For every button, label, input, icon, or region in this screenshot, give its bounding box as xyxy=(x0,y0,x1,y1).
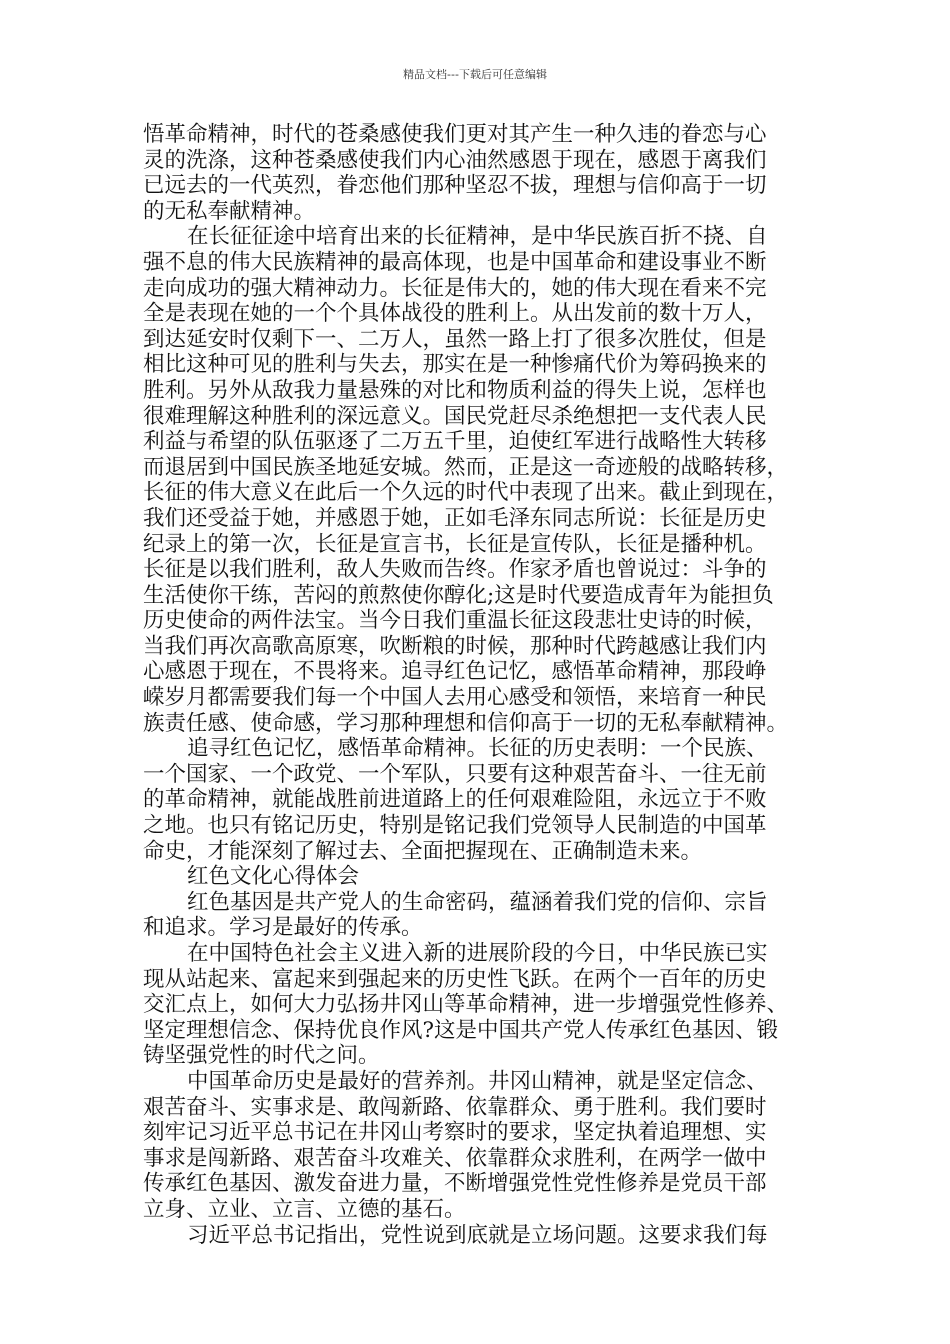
text-line: 利益与希望的队伍驱逐了二万五千里，迫使红军进行战略性大转移 xyxy=(143,429,767,455)
text-line: 传承红色基因、激发奋进力量，不断增强党性党性修养是党员干部 xyxy=(143,1171,767,1197)
text-line: 艰苦奋斗、实事求是、敢闯新路、依靠群众、勇于胜利。我们要时 xyxy=(143,1094,767,1120)
paragraph-start-line: 在中国特色社会主义进入新的进展阶段的今日，中华民族已实 xyxy=(187,941,768,966)
text-line: 很难理解这种胜利的深远意义。国民党赶尽杀绝想把一支代表人民 xyxy=(143,403,767,429)
text-line: 的无私奉献精神。 xyxy=(143,198,316,224)
text-line: 坚定理想信念、保持优良作风?这是中国共产党人传承红色基因、锻 xyxy=(143,1017,779,1043)
text-line: 历史使命的两件法宝。当今日我们重温长征这段悲壮史诗的时候， xyxy=(143,608,767,634)
text-line: 胜利。另外从敌我力量悬殊的对比和物质利益的得失上说，怎样也 xyxy=(143,377,767,403)
paragraph-start-line: 红色基因是共产党人的生命密码，蕴涵着我们党的信仰、宗旨 xyxy=(187,889,768,915)
text-line: 一个国家、一个政党、一个军队，只要有这种艰苦奋斗、一往无前 xyxy=(143,761,767,787)
text-line: 交汇点上，如何大力弘扬井冈山等革命精神，进一步增强党性修养、 xyxy=(143,992,789,1018)
text-line: 强不息的伟大民族精神的最高体现，也是中国革命和建设事业不断 xyxy=(143,249,767,275)
text-line: 而退居到中国民族圣地延安城。然而，正是这一奇迹般的战略转移， xyxy=(143,454,789,480)
text-line: 事求是闯新路、艰苦奋斗攻难关、依靠群众求胜利，在两学一做中 xyxy=(143,1145,767,1171)
paragraph-start-line: 在长征征途中培育出来的长征精神，是中华民族百折不挠、自 xyxy=(187,224,768,250)
text-line: 长征的伟大意义在此后一个久远的时代中表现了出来。截止到现在， xyxy=(143,480,789,506)
text-line: 到达延安时仅剩下一、二万人，虽然一路上打了很多次胜仗，但是 xyxy=(143,326,767,352)
text-line: 悟革命精神，时代的苍桑感使我们更对其产生一种久违的眷恋与心 xyxy=(143,122,767,147)
text-line: 已远去的一代英烈，眷恋他们那种坚忍不拔，理想与信仰高于一切 xyxy=(143,173,767,199)
text-line: 族责任感、使命感，学习那种理想和信仰高于一切的无私奉献精神。 xyxy=(143,710,789,736)
text-line: 的革命精神，就能战胜前进道路上的任何艰难险阻，永远立于不败 xyxy=(143,787,767,813)
text-line: 和追求。学习是最好的传承。 xyxy=(143,915,423,941)
text-line: 灵的洗涤，这种苍桑感使我们内心油然感恩于现在，感恩于离我们 xyxy=(143,147,767,173)
text-line: 我们还受益于她，并感恩于她，正如毛泽东同志所说：长征是历史 xyxy=(143,505,767,531)
text-line: 现从站起来、富起来到强起来的历史性飞跃。在两个一百年的历史 xyxy=(143,966,767,992)
document-body xyxy=(143,122,811,1248)
text-line: 命史，才能深刻了解过去、全面把握现在、正确制造未来。 xyxy=(143,838,703,864)
text-line: 立身、立业、立言、立德的基石。 xyxy=(143,1196,466,1222)
text-line: 嵘岁月都需要我们每一个中国人去用心感受和领悟，来培育一种民 xyxy=(143,685,767,711)
text-line: 走向成功的强大精神动力。长征是伟大的，她的伟大现在看来不完 xyxy=(143,275,767,301)
paragraph-start-line: 追寻红色记忆，感悟革命精神。长征的历史表明：一个民族、 xyxy=(187,736,768,762)
page-header: 精品文档---下载后可任意编辑 xyxy=(403,68,547,81)
text-line: 当我们再次高歌高原寒，吹断粮的时候，那种时代跨越感让我们内 xyxy=(143,633,767,659)
text-line: 全是表现在她的一个个具体战役的胜利上。从出发前的数十万人， xyxy=(143,301,767,327)
text-line: 刻牢记习近平总书记在井冈山考察时的要求，坚定执着追理想、实 xyxy=(143,1120,767,1146)
text-line: 铸坚强党性的时代之问。 xyxy=(143,1043,380,1069)
text-line: 生活使你干练，苦闷的煎熬使你醇化;这是时代要造成青年为能担负 xyxy=(143,582,774,608)
paragraph-start-line: 习近平总书记指出，党性说到底就是立场问题。这要求我们每 xyxy=(187,1222,768,1248)
text-line: 心感恩于现在，不畏将来。追寻红色记忆，感悟革命精神，那段峥 xyxy=(143,659,767,685)
text-line: 长征是以我们胜利，敌人失败而告终。作家矛盾也曾说过：斗争的 xyxy=(143,557,767,583)
text-line: 之地。也只有铭记历史，特别是铭记我们党领导人民制造的中国革 xyxy=(143,813,767,839)
text-line: 相比这种可见的胜利与失去，那实在是一种惨痛代价为筹码换来的 xyxy=(143,352,767,378)
paragraph-start-line: 中国革命历史是最好的营养剂。井冈山精神，就是坚定信念、 xyxy=(187,1068,768,1094)
text-line: 纪录上的第一次，长征是宣言书，长征是宣传队，长征是播种机。 xyxy=(143,531,767,557)
section-heading: 红色文化心得体会 xyxy=(187,864,360,890)
